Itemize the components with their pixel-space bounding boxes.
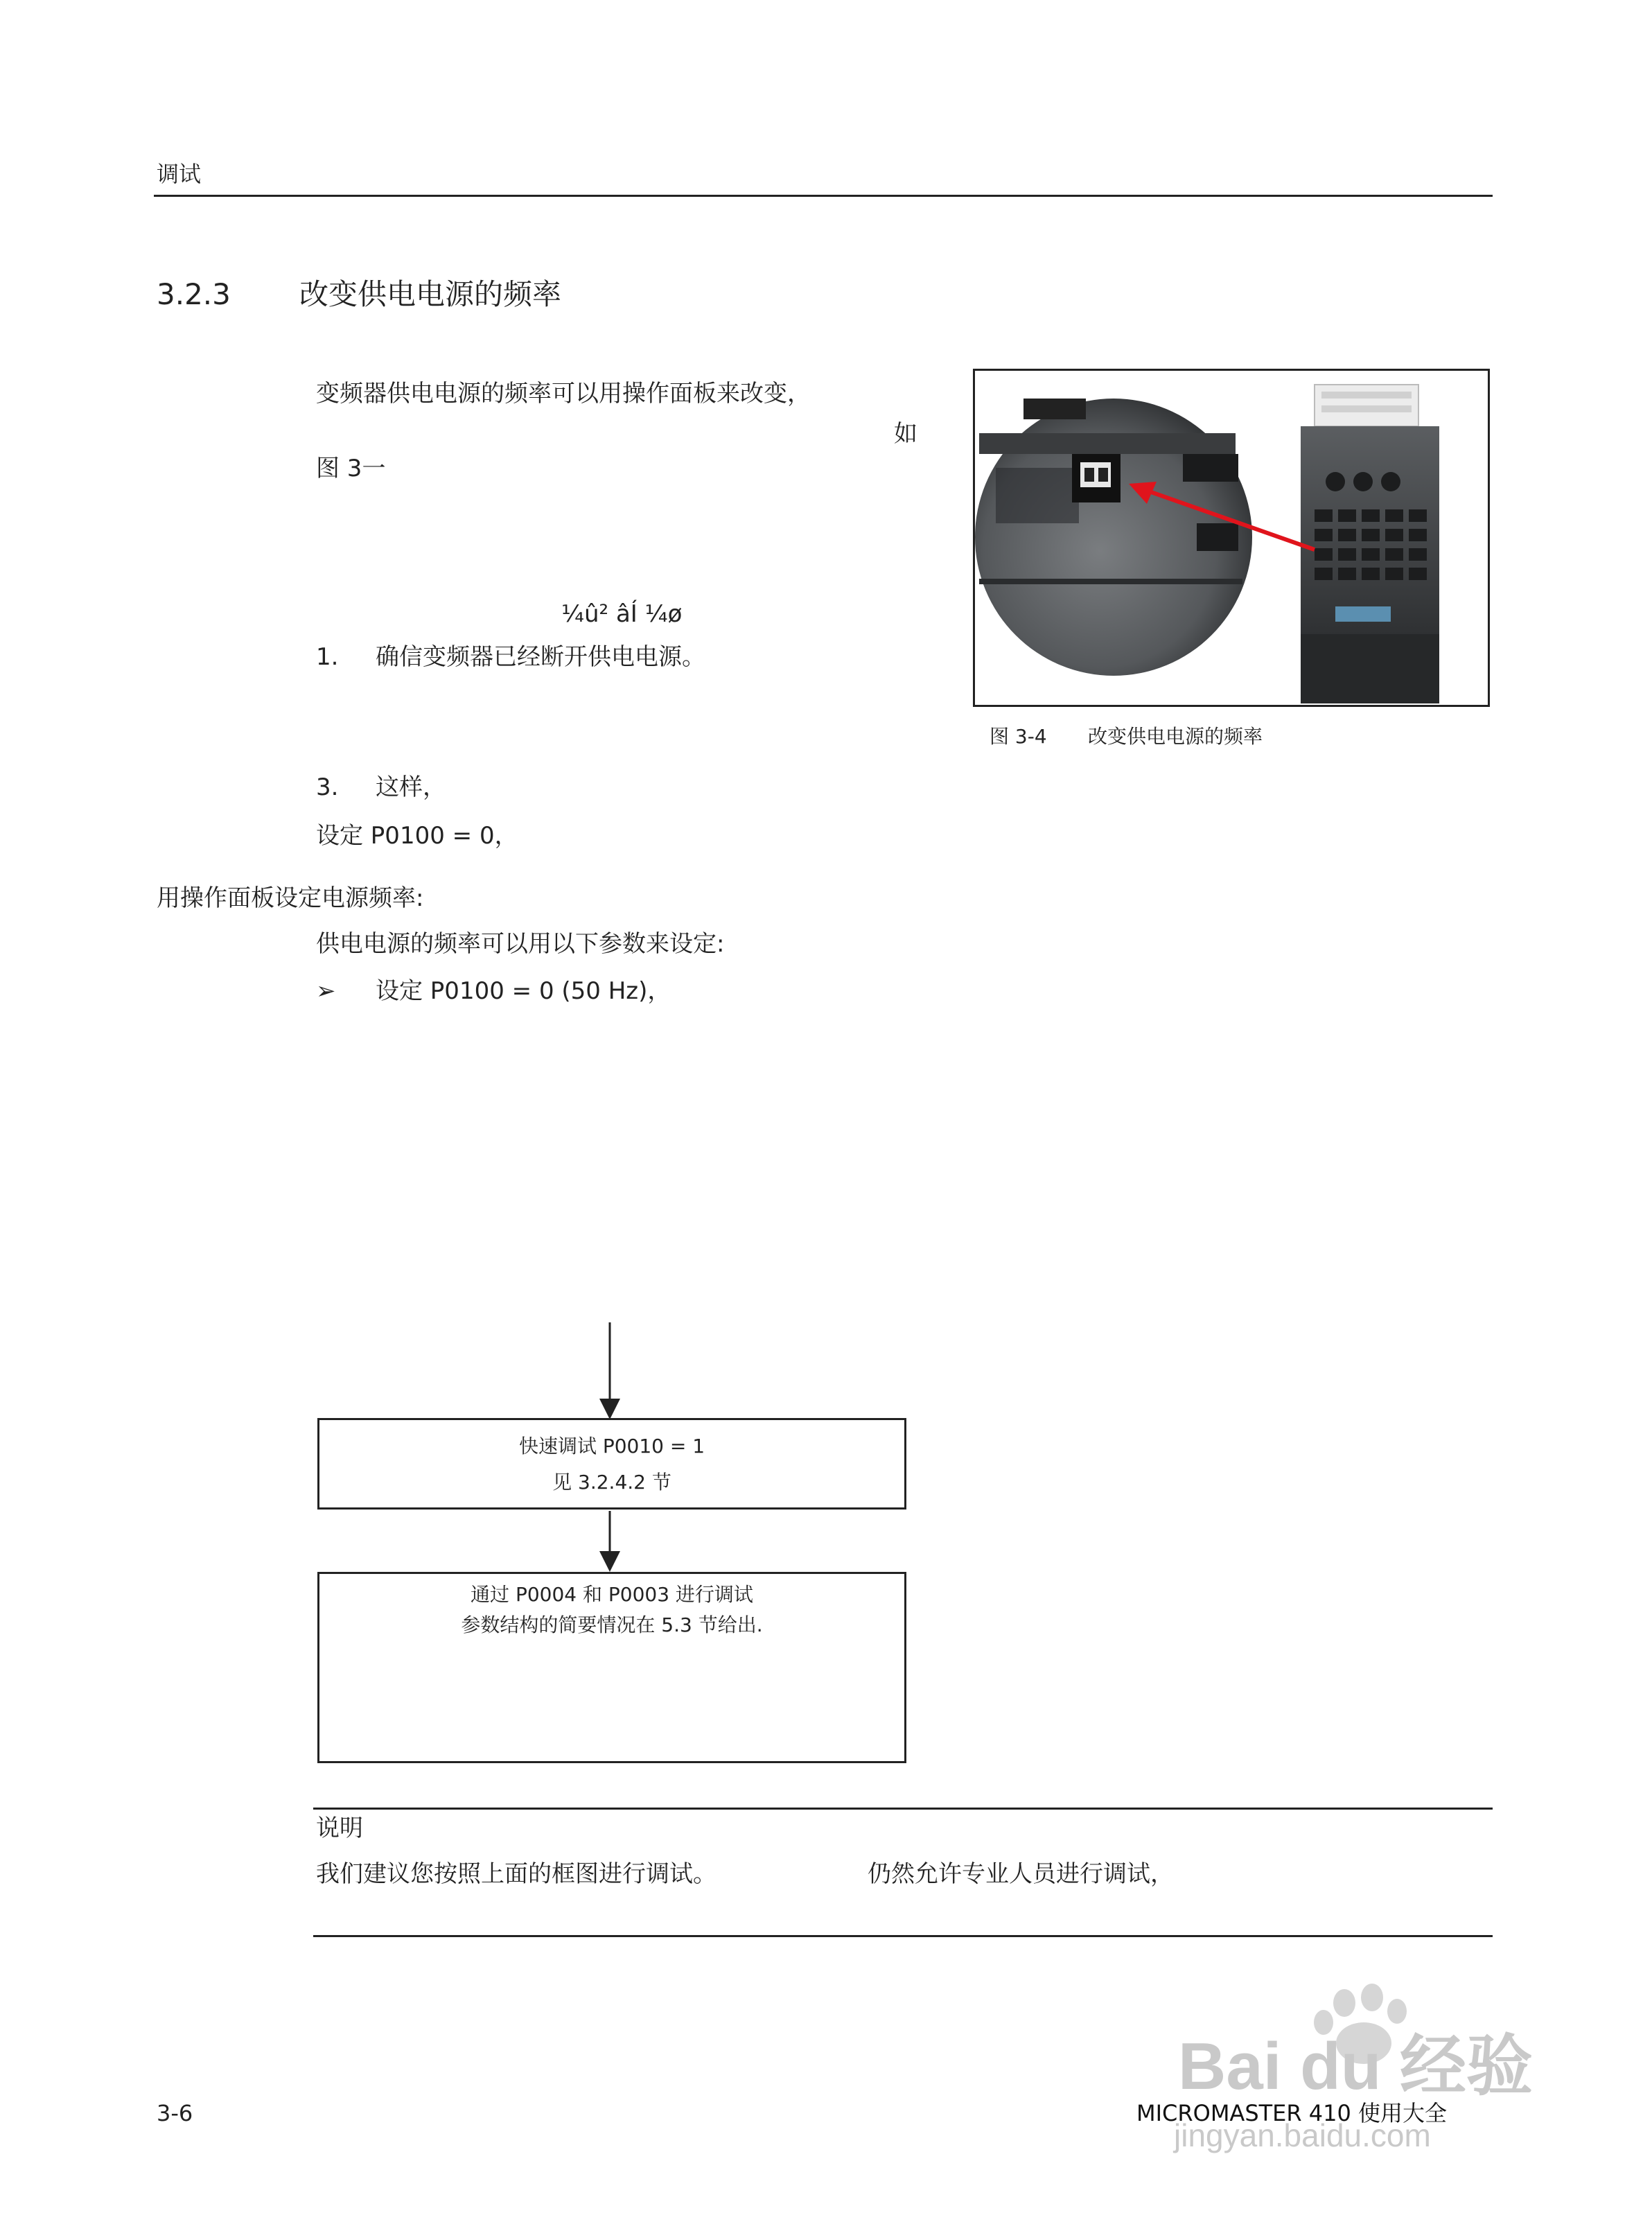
figure-caption-number: 图 3-4	[990, 725, 1047, 748]
step-number: 1.	[316, 643, 339, 671]
product-name: MICROMASTER 410 使用大全	[1136, 2100, 1448, 2126]
panel-section-heading: 用操作面板设定电源频率:	[157, 884, 424, 912]
header-rule	[154, 195, 1493, 197]
figure-photo	[973, 369, 1490, 707]
flow-box-line: 通过 P0004 和 P0003 进行调试	[471, 1583, 753, 1606]
flowchart-box-quick-commissioning	[317, 1418, 906, 1510]
flow-arrowhead-mid	[599, 1551, 620, 1572]
note-text-1: 我们建议您按照上面的框图进行调试。	[316, 1860, 717, 1888]
inverter-photo-illustration	[975, 371, 1488, 705]
watermark-url: jingyan.baidu.com	[1174, 2117, 1431, 2153]
magnified-detail	[975, 399, 1252, 676]
step-text: 这样，	[376, 773, 446, 801]
flowchart-box-commissioning	[317, 1572, 906, 1763]
intro-fragment: 如	[894, 420, 917, 448]
garbled-text: ¼û² âÍ ¼ø	[561, 600, 683, 628]
section-number: 3.2.3	[157, 277, 231, 311]
note-top-rule	[313, 1808, 1493, 1810]
figure-caption-text: 改变供电电源的频率	[1088, 725, 1263, 748]
note-text-2: 仍然允许专业人员进行调试，	[868, 1860, 1174, 1888]
note-bottom-rule	[313, 1935, 1493, 1937]
flow-arrowhead-top	[599, 1399, 620, 1419]
step-number: 3.	[316, 773, 339, 801]
flow-box-line: 参数结构的简要情况在 5.3 节给出.	[461, 1613, 763, 1636]
flow-box-line: 快速调试 P0010 = 1	[518, 1435, 705, 1458]
step-tail: 设定 P0100 = 0，	[316, 822, 518, 850]
intro-line-2: 图 3一	[316, 455, 386, 482]
section-title: 改变供电电源的频率	[299, 277, 562, 311]
step-text: 确信变频器已经断开供电电源。	[376, 643, 705, 671]
watermark-logo: Bai du 经验	[1178, 2029, 1534, 2103]
page-number: 3-6	[157, 2100, 193, 2126]
flow-box-line: 见 3.2.4.2 节	[552, 1471, 671, 1494]
bullet-icon: ➢	[316, 977, 336, 1005]
panel-section-desc: 供电电源的频率可以用以下参数来设定:	[316, 930, 725, 958]
running-title: 调试	[157, 161, 202, 187]
inverter-device	[1301, 385, 1439, 703]
intro-line-1: 变频器供电电源的频率可以用操作面板来改变，	[316, 380, 811, 408]
bullet-text: 设定 P0100 = 0 (50 Hz)，	[376, 977, 671, 1005]
note-title: 说明	[316, 1814, 363, 1842]
